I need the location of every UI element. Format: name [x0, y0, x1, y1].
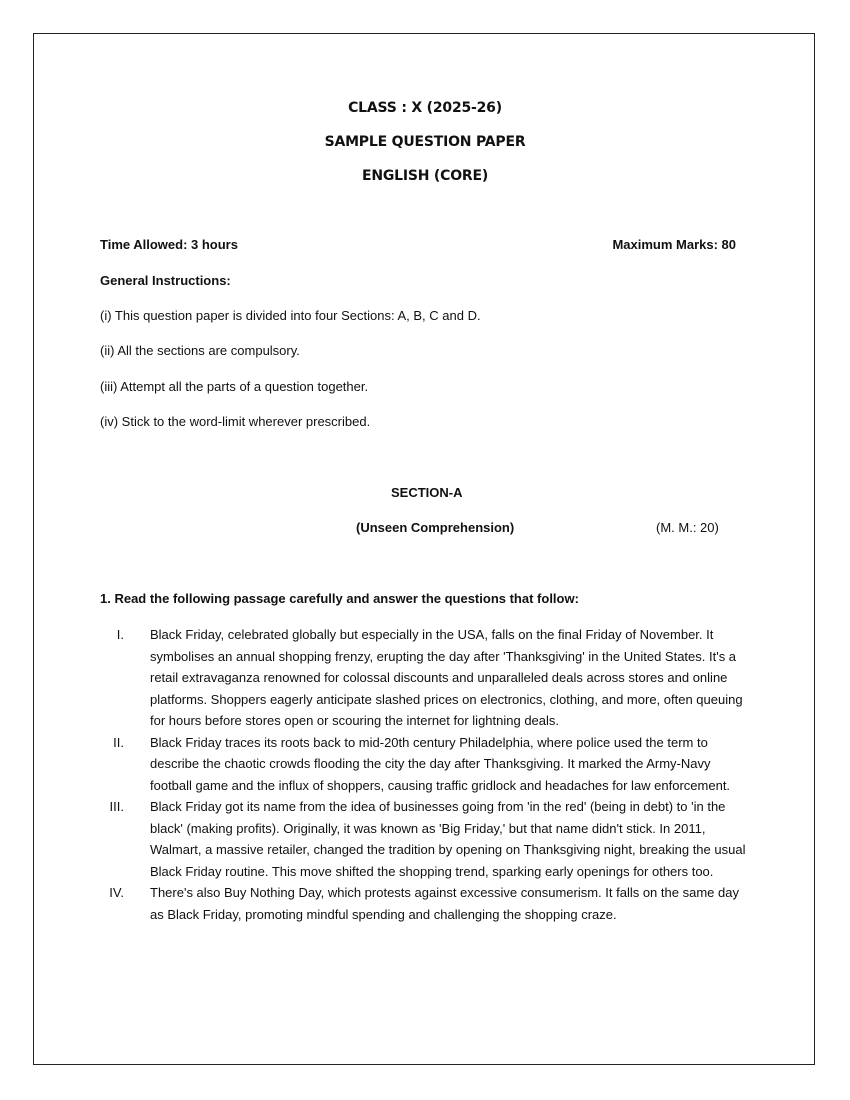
section-title: SECTION-A [391, 485, 463, 500]
instruction-item: (iii) Attempt all the parts of a question together. [100, 379, 369, 394]
paragraph-numeral: III. [109, 799, 124, 814]
paragraph-text: Black Friday traces its roots back to mid-20th century Philadelphia, where police used the term to describe the chaotic crowds flooding the city the day after Thanksgiving. It marked the Army-Navy football game and the influx of shoppers, causing traffic gridlock and headaches for law enforcement. [150, 734, 731, 793]
passage-paragraph [100, 882, 755, 925]
instructions-title: General Instructions: [100, 273, 231, 288]
paragraph-numeral: IV. [109, 885, 124, 900]
maximum-marks: Maximum Marks: 80 [612, 237, 736, 252]
instruction-item: (iv) Stick to the word-limit wherever prescribed. [100, 414, 371, 429]
paragraph-numeral: I. [116, 627, 124, 642]
paragraph-text: Black Friday, celebrated globally but especially in the USA, falls on the final Friday of November. It symbolises an annual shopping frenzy, erupting the day after 'Thanksgiving' in the United States. It's a retail extravaganza renowned for colossal discounts and unparalleled deals across stores and online platforms. Shoppers eagerly anticipate slashed prices on electronics, clothing, and more, often queuing for hours before stores open or scouring the internet for lightning deals. [150, 627, 743, 728]
class-heading: CLASS : X (2025-26) [348, 100, 502, 116]
paragraph-text: There's also Buy Nothing Day, which protests against excessive consumerism. It falls on the same day as Black Friday, promoting mindful spending and challenging the shopping craze. [150, 885, 739, 922]
passage-paragraph [100, 732, 755, 797]
paragraph-numeral: II. [113, 734, 124, 750]
passage [100, 624, 755, 925]
section-subtitle: (Unseen Comprehension) [356, 520, 515, 535]
paragraph-text: Black Friday got its name from the idea of businesses going from 'in the red' (being in debt) to 'in the black' (making profits). Originally, it was known as 'Big Friday,' but that name didn't stick. In 2011, Walmart, a massive retailer, changed the tradition by opening on Thanksgiving night, breaking the usual Black Friday routine. This move shifted the shopping trend, sparking early openings for others too. [150, 799, 746, 879]
section-marks: (M. M.: 20) [656, 520, 719, 535]
subject-heading: ENGLISH (CORE) [361, 168, 489, 184]
passage-paragraph [100, 796, 755, 882]
question-prompt: 1. Read the following passage carefully and answer the questions that follow: [100, 591, 579, 606]
passage-paragraph [100, 624, 755, 732]
instruction-item: (i) This question paper is divided into four Sections: A, B, C and D. [100, 308, 481, 323]
instruction-item: (ii) All the sections are compulsory. [100, 343, 300, 358]
paper-title: SAMPLE QUESTION PAPER [324, 134, 526, 150]
time-allowed: Time Allowed: 3 hours [100, 237, 238, 252]
